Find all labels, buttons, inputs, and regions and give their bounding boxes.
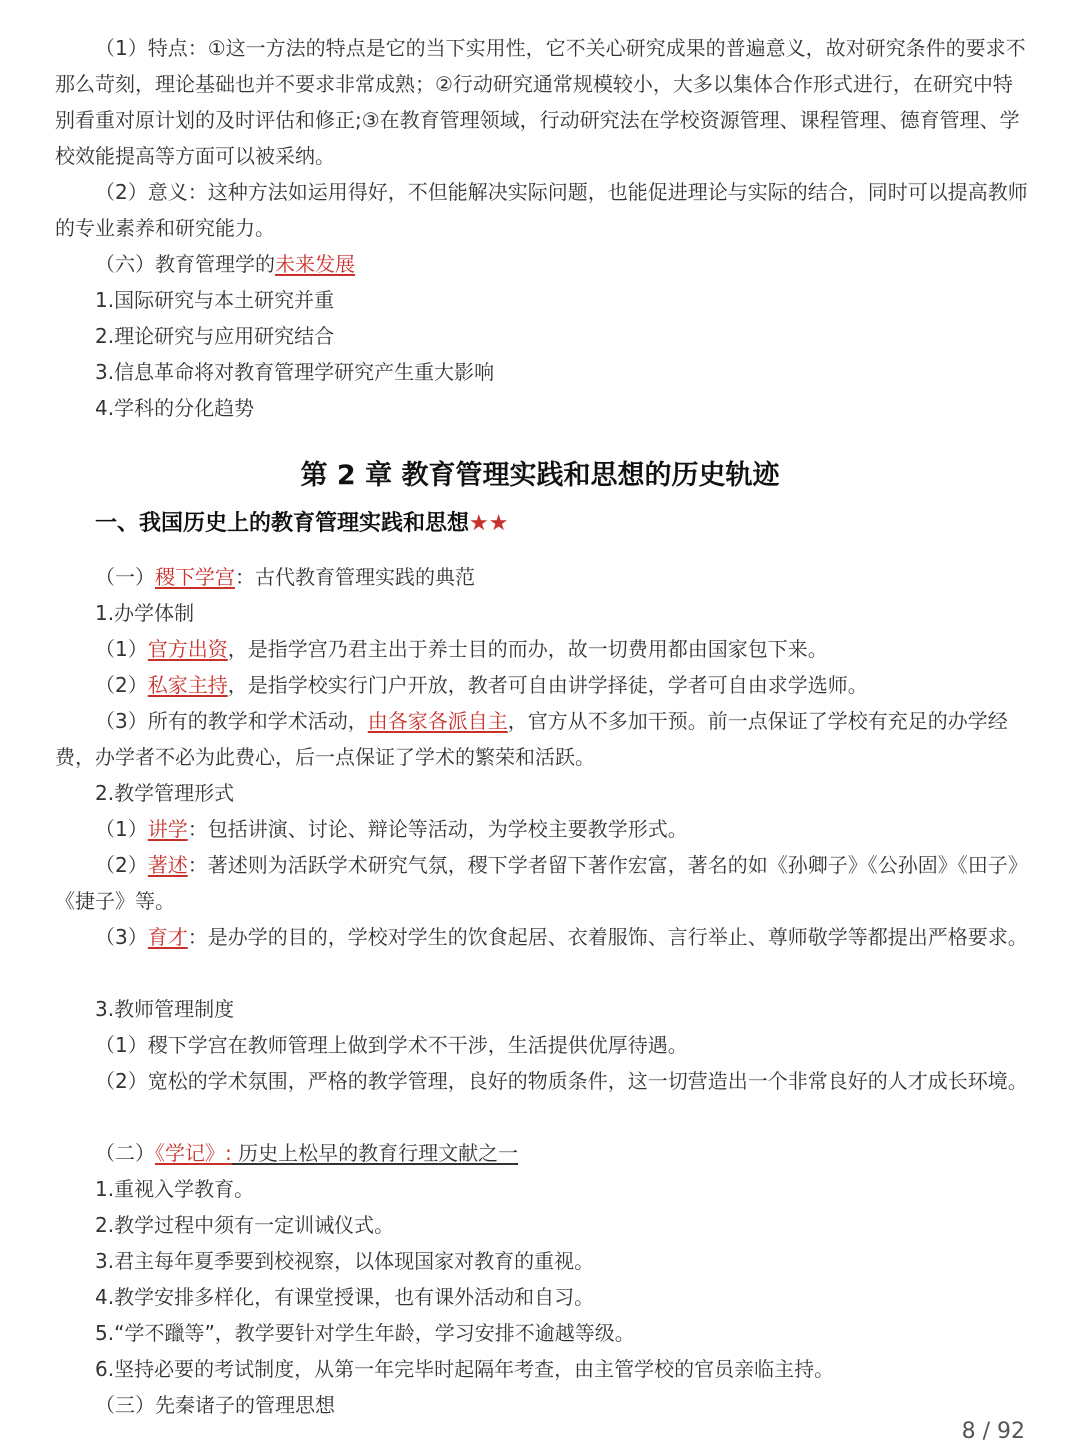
list-item: 4.学科的分化趋势 (95, 396, 255, 420)
list-item: 1.重视入学教育。 (95, 1177, 255, 1201)
list-item (55, 667, 1030, 703)
section-heading-text: 一、我国历史上的教育管理实践和思想 (95, 511, 470, 536)
list-item: 2.理论研究与应用研究结合 (95, 324, 335, 348)
highlight-term: 育才 (147, 925, 188, 949)
list-item (55, 631, 1030, 667)
highlight-xueji: 《学记》: (155, 1141, 232, 1165)
text: ，是指学宫乃君主出于养士目的而办，故一切费用都由国家包下来。 (227, 637, 828, 661)
heading-text: （六）教育管理学的 (95, 252, 275, 276)
text: ：古代教育管理实践的典范 (235, 565, 475, 589)
highlight-future-development: 未来发展 (275, 252, 355, 276)
list-item: 4.教学安排多样化，有课堂授课，也有课外活动和自习。 (95, 1285, 595, 1309)
text: ：包括讲演、讨论、辩论等活动，为学校主要教学形式。 (187, 817, 688, 841)
section-heading (95, 506, 508, 542)
list-item: （1）稷下学宫在教师管理上做到学术不干涉，生活提供优厚待遇。 (95, 1033, 688, 1057)
text: （3） (95, 925, 148, 949)
highlight-term: 官方出资 (147, 637, 228, 661)
subsection-jixia-heading (55, 559, 1030, 595)
list-item (55, 847, 1030, 919)
text: （3）所有的教学和学术活动， (95, 709, 368, 733)
highlight-term: 私家主持 (147, 673, 228, 697)
text: ，官方从不多加干预。前一点保证了学校有充足的办学经费，办学者不必为此费心，后一点保证了学术的繁荣和活跃。 (55, 709, 1008, 769)
subsection-pre-qin-heading: （三）先秦诸子的管理思想 (95, 1393, 335, 1417)
text: 历史上松早的教育行理文献之一 (231, 1141, 519, 1165)
topic-heading: 1.办学体制 (95, 601, 195, 625)
list-item: 1.国际研究与本土研究并重 (95, 288, 335, 312)
page-number: 8 / 92 (961, 1419, 1025, 1444)
text: （2） (95, 673, 148, 697)
text: （2） (95, 853, 148, 877)
text: （1） (95, 817, 148, 841)
chapter-title: 第 2 章 教育管理实践和思想的历史轨迹 (300, 460, 780, 491)
list-item: 3.君主每年夏季要到校视察，以体现国家对教育的重视。 (95, 1249, 595, 1273)
list-item: 3.信息革命将对教育管理学研究产生重大影响 (95, 360, 495, 384)
list-item (55, 919, 1030, 955)
text: ：著述则为活跃学术研究气氛，稷下学者留下著作宏富，著名的如《孙卿子》《公孙固》《田子》《捷子》等。 (55, 853, 1028, 913)
text: ，是指学校实行门户开放，教者可自由讲学择徒，学者可自由求学选师。 (227, 673, 868, 697)
star-icon: ★★ (469, 511, 509, 536)
subsection-xueji-heading (55, 1135, 1030, 1171)
list-item: 2.教学过程中须有一定训诫仪式。 (95, 1213, 395, 1237)
highlight-term: 由各家各派自主 (367, 709, 508, 733)
text: （二） (95, 1141, 155, 1165)
highlight-term: 著述 (147, 853, 188, 877)
highlight-term: 讲学 (147, 817, 188, 841)
paragraph-characteristics: （1）特点：①这一方法的特点是它的当下实用性，它不关心研究成果的普遍意义，故对研究条件的要求不那么苛刻，理论基础也并不要求非常成熟；②行动研究通常规模较小，大多以集体合作形式进行，在研究中特别看重对原计划的及时评估和修正;③在教育管理领域，行动研究法在学校资源管理、课程管理、德育管理、学校效能提高等方面可以被采纳。 (55, 36, 1026, 168)
topic-heading: 3.教师管理制度 (95, 997, 235, 1021)
list-item (55, 703, 1030, 775)
heading-future-development (55, 246, 1030, 282)
highlight-jixia: 稷下学宫 (155, 565, 235, 589)
list-item: （2）宽松的学术氛围，严格的教学管理，良好的物质条件，这一切营造出一个非常良好的人才成长环境。 (95, 1069, 1028, 1093)
list-item: 6.坚持必要的考试制度，从第一年完毕时起隔年考查，由主管学校的官员亲临主持。 (95, 1357, 835, 1381)
list-item: 5.“学不躐等”，教学要针对学生年龄，学习安排不逾越等级。 (95, 1321, 635, 1345)
text: ：是办学的目的，学校对学生的饮食起居、衣着服饰、言行举止、尊师敬学等都提出严格要求。 (187, 925, 1028, 949)
topic-heading: 2.教学管理形式 (95, 781, 235, 805)
text: （1） (95, 637, 148, 661)
paragraph-significance: （2）意义：这种方法如运用得好，不但能解决实际问题，也能促进理论与实际的结合，同时可以提高教师的专业素养和研究能力。 (55, 180, 1028, 240)
text: （一） (95, 565, 155, 589)
list-item (55, 811, 1030, 847)
